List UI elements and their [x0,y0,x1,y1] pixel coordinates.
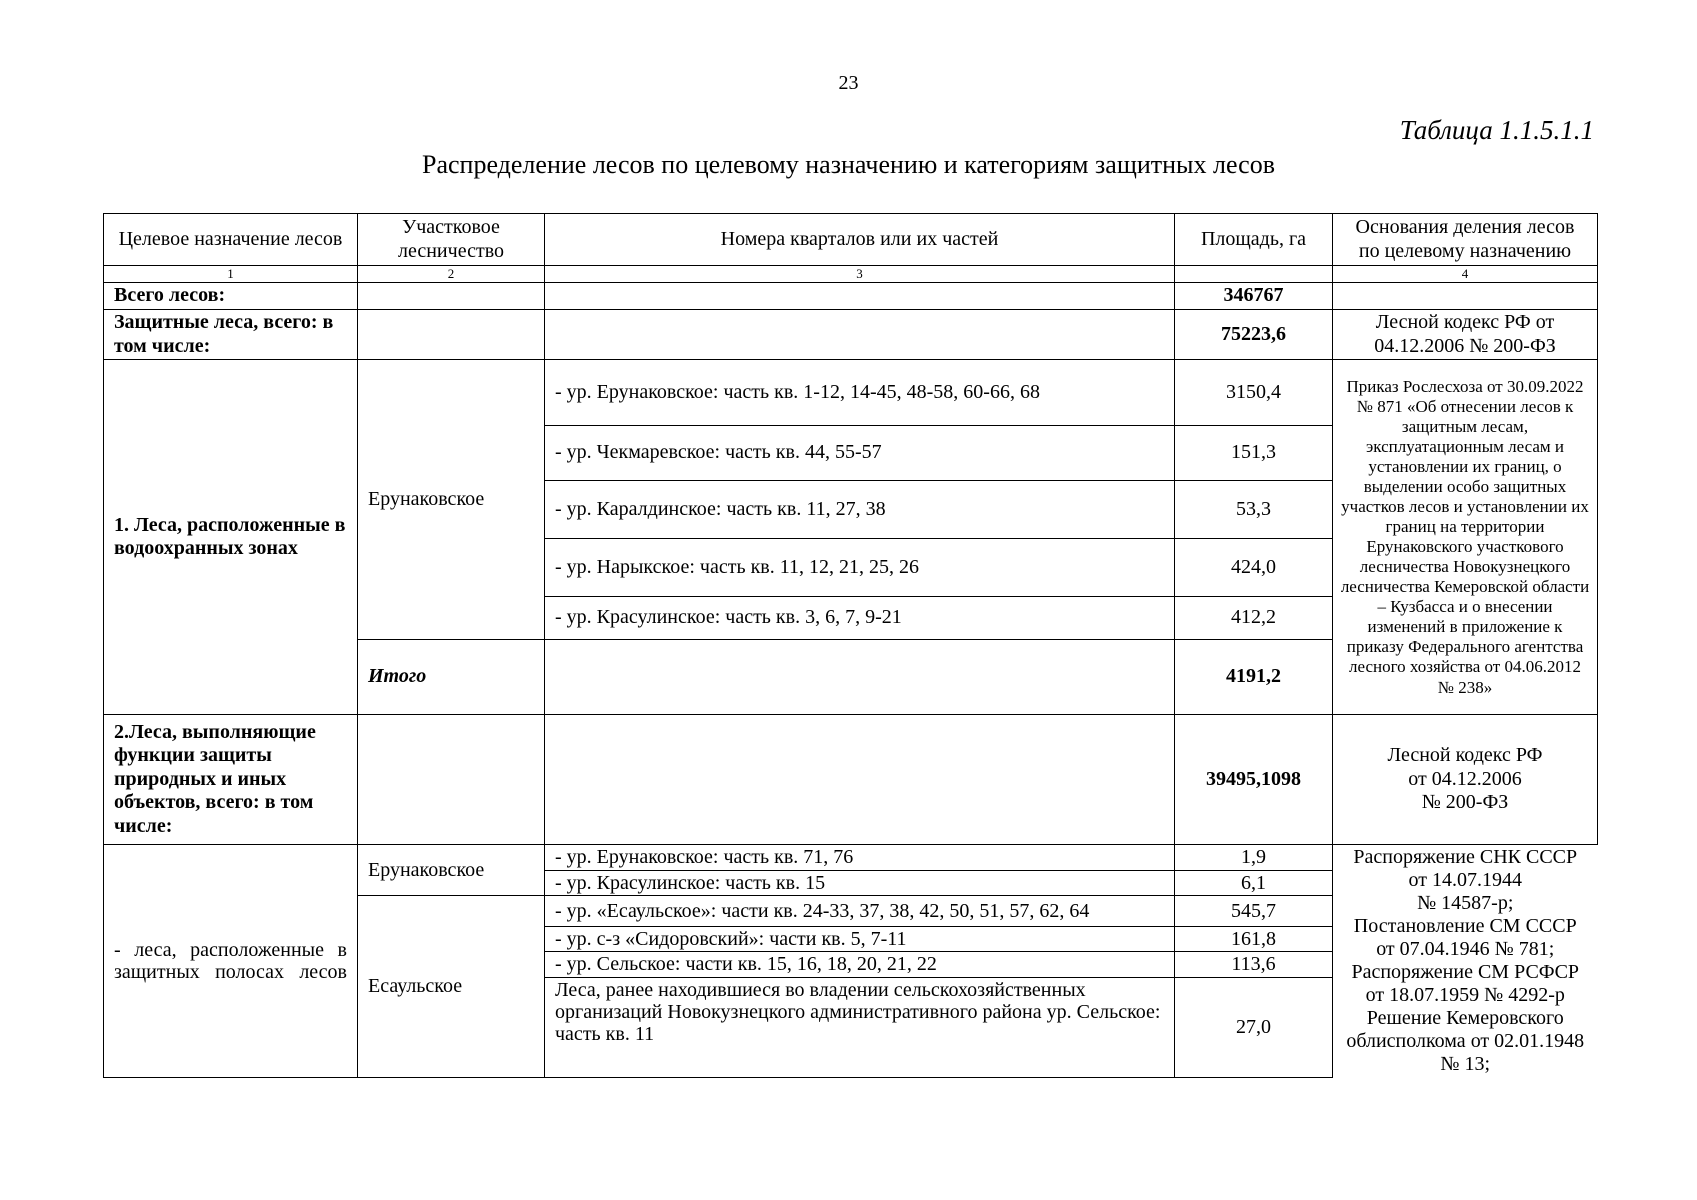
section3-area: 113,6 [1175,952,1333,977]
basis-line: Решение Кемеровского [1366,1007,1564,1030]
section3-quarters: - ур. Красулинское: часть кв. 15 [545,870,1175,895]
total-label: Всего лесов: [104,283,358,310]
column-number: 2 [358,266,545,283]
section3-area: 27,0 [1175,977,1333,1077]
section2-label: 2.Леса, выполняющие функции защиты природных и иных объектов, всего: в том числе: [104,715,358,845]
section1-quarters: - ур. Нарыкское: часть кв. 11, 12, 21, 25, 26 [545,539,1175,597]
section1-quarters: - ур. Ерунаковское: часть кв. 1-12, 14-45, 48-58, 60-66, 68 [545,360,1175,426]
header-quarters: Номера кварталов или их частей [545,214,1175,266]
section1-area: 424,0 [1175,539,1333,597]
column-number: 3 [545,266,1175,283]
forest-distribution-table [103,213,1598,1078]
total-row [104,283,1598,310]
section3-area: 1,9 [1175,845,1333,870]
table-row [104,360,1598,426]
section1-label: 1. Леса, расположенные в водоохранных зонах [104,360,358,715]
column-number-row [104,266,1598,283]
section3-forestry-b: Есаульское [358,895,545,1077]
total-area: 346767 [1175,283,1333,310]
basis-line: облисполкома от 02.01.1948 [1346,1030,1585,1053]
header-forestry: Участковое лесничество [358,214,545,266]
header-area: Площадь, га [1175,214,1333,266]
section3-area: 161,8 [1175,926,1333,951]
section1-subtotal-area: 4191,2 [1175,640,1333,715]
section3-quarters: - ур. с-з «Сидоровский»: части кв. 5, 7-11 [545,926,1175,951]
basis-line: Распоряжение СНК СССР [1353,846,1578,869]
header-purpose: Целевое назначение лесов [104,214,358,266]
section1-area: 412,2 [1175,597,1333,640]
section3-quarters: Леса, ранее находившиеся во владении сельскохозяйственных организаций Новокузнецкого административного района ур. Сельское: часть кв. 11 [545,977,1175,1077]
column-number: 4 [1333,266,1598,283]
header-row [104,214,1598,266]
basis-line: № 14587-р; [1417,892,1514,915]
column-number [1175,266,1333,283]
section1-quarters: - ур. Красулинское: часть кв. 3, 6, 7, 9-21 [545,597,1175,640]
section1-area: 151,3 [1175,426,1333,481]
column-number: 1 [104,266,358,283]
section1-quarters: - ур. Каралдинское: часть кв. 11, 27, 38 [545,481,1175,539]
section3-area: 6,1 [1175,870,1333,895]
section2-row [104,715,1598,845]
table-row [104,845,1598,870]
basis-line: от 14.07.1944 [1408,869,1522,892]
section3-label: - леса, расположенные в защитных полосах лесов [104,845,358,1078]
section1-subtotal-label: Итого [358,640,545,715]
header-basis: Основания деления лесов по целевому назначению [1333,214,1598,266]
section3-quarters: - ур. «Есаульское»: части кв. 24-33, 37, 38, 42, 50, 51, 57, 62, 64 [545,895,1175,926]
section1-forestry: Ерунаковское [358,360,545,640]
basis-line: Лесной кодекс РФ [1387,744,1543,767]
protective-row [104,310,1598,360]
section1-area: 53,3 [1175,481,1333,539]
basis-line: от 18.07.1959 № 4292-р [1365,984,1565,1007]
section3-quarters: - ур. Ерунаковское: часть кв. 71, 76 [545,845,1175,870]
protective-basis: Лесной кодекс РФ от 04.12.2006 № 200-ФЗ [1333,310,1598,360]
table-label: Таблица 1.1.5.1.1 [1399,115,1594,145]
section3-area: 545,7 [1175,895,1333,926]
section1-quarters: - ур. Чекмаревское: часть кв. 44, 55-57 [545,426,1175,481]
page-number: 23 [838,72,859,94]
basis-line: от 07.04.1946 № 781; [1376,938,1555,961]
section3-basis [1333,845,1598,1078]
section1-basis: Приказ Рослесхоза от 30.09.2022 № 871 «Об отнесении лесов к защитным лесам, эксплуатационным лесам и установлении их границ, о выделении особо защитных участков лесов и установлении их границ на территории Ерунаковского участкового лесничества Новокузнецкого лесничества Кемеровской области – Кузбасса и о внесении изменений в приложение к приказу Федерального агентства лесного хозяйства от 04.06.2012 № 238» [1333,360,1598,715]
section1-area: 3150,4 [1175,360,1333,426]
protective-area: 75223,6 [1175,310,1333,360]
section3-quarters: - ур. Сельское: части кв. 15, 16, 18, 20, 21, 22 [545,952,1175,977]
section2-area: 39495,1098 [1175,715,1333,845]
table-title: Распределение лесов по целевому назначению и категориям защитных лесов [422,150,1275,179]
basis-line: № 200-ФЗ [1421,791,1509,814]
basis-line: № 13; [1440,1053,1491,1076]
section3-forestry-a: Ерунаковское [358,845,545,896]
basis-line: Распоряжение СМ РСФСР [1351,961,1580,984]
basis-line: от 04.12.2006 [1408,767,1522,790]
basis-line: Постановление СМ СССР [1353,915,1577,938]
section2-basis [1333,715,1598,845]
protective-label: Защитные леса, всего: в том числе: [104,310,358,360]
